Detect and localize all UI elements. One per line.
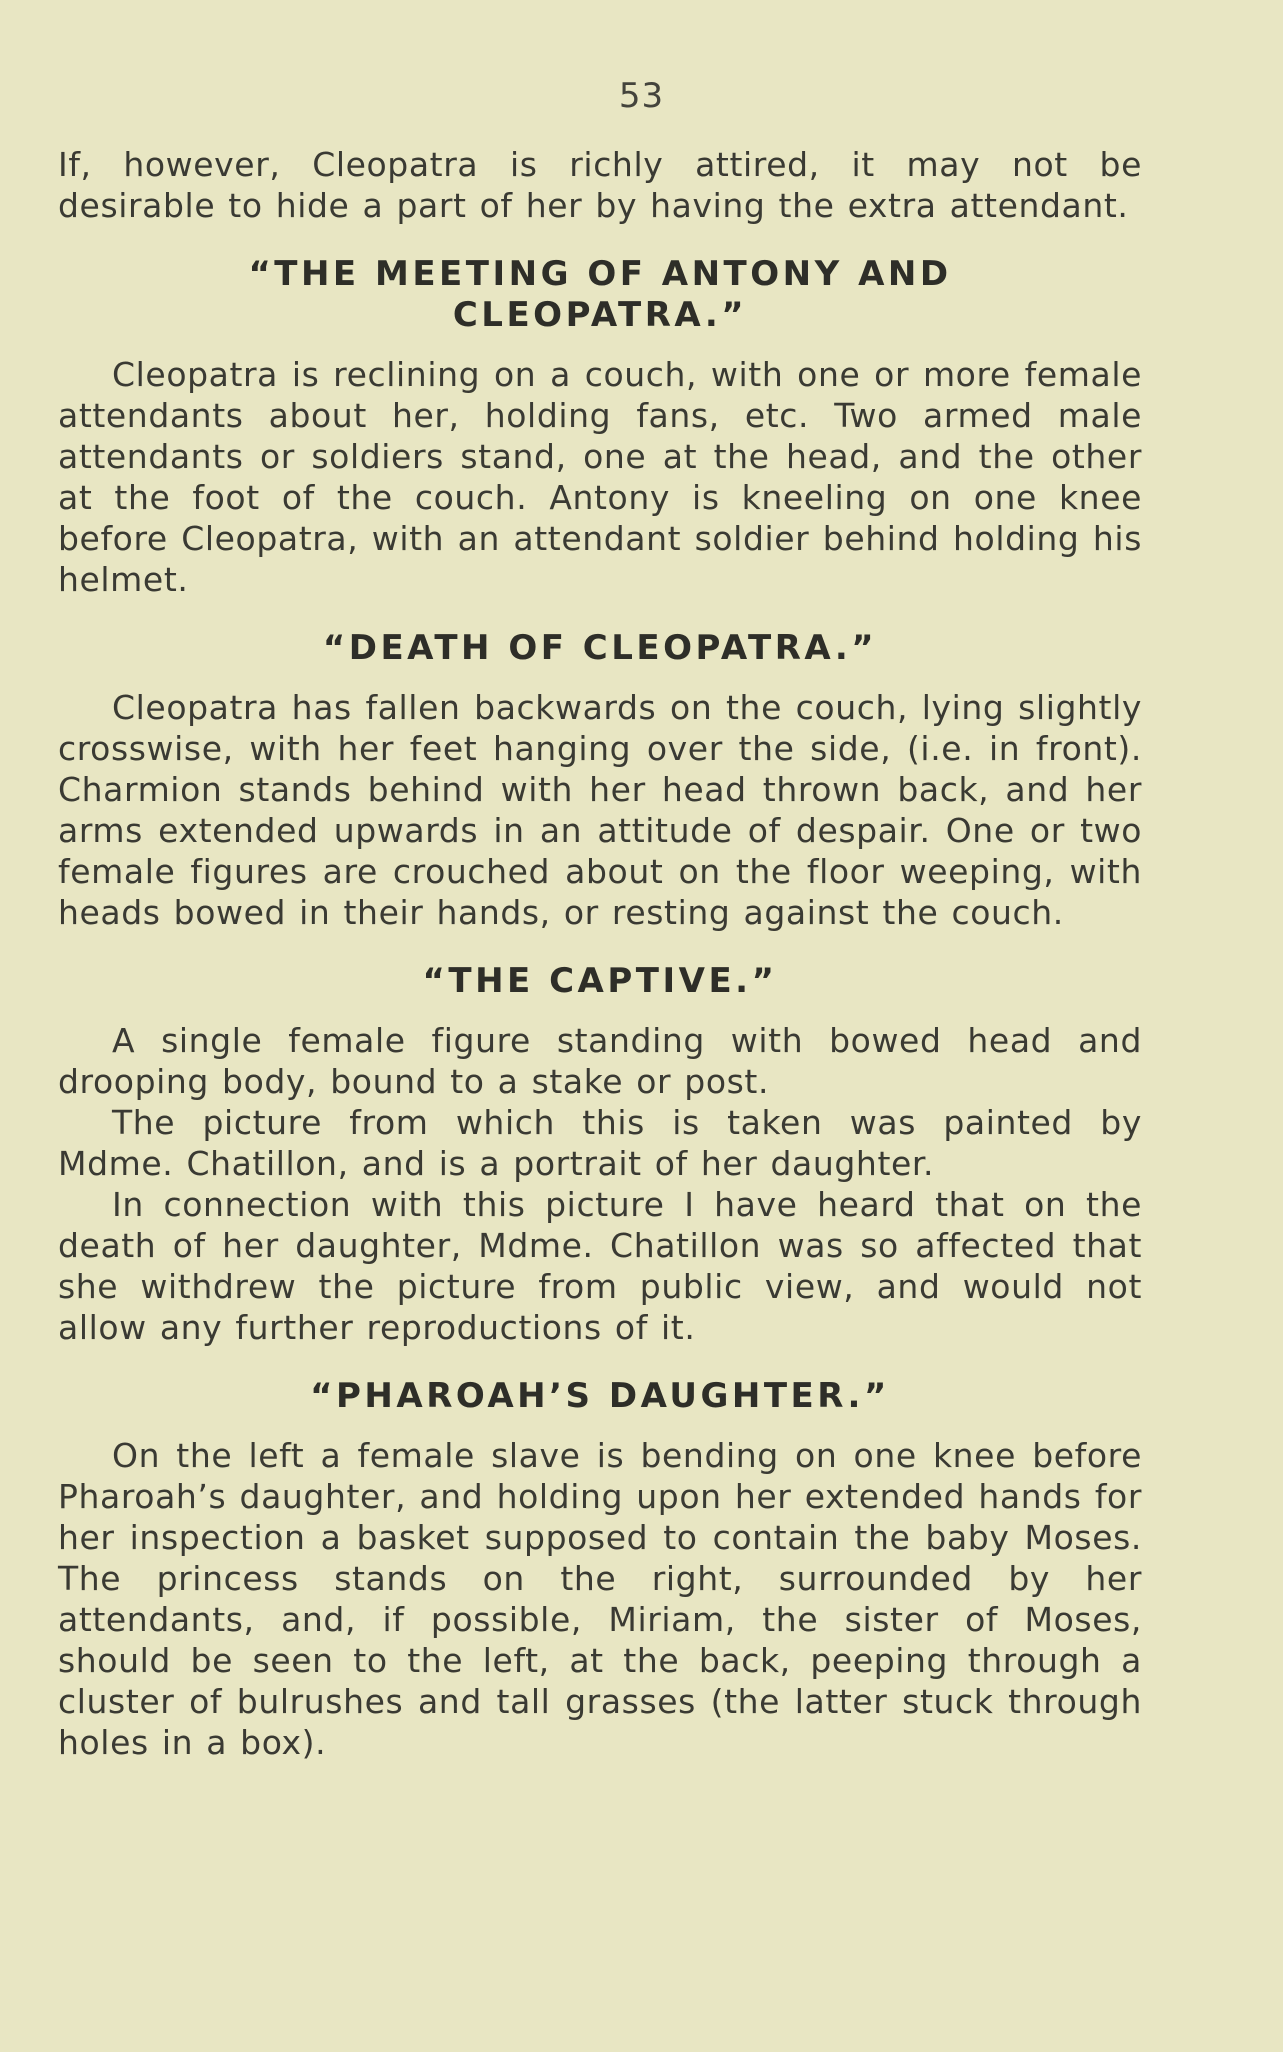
page-body: [58, 144, 1142, 1763]
heading-line: “THE MEETING OF ANTONY AND: [248, 254, 952, 294]
captive-paragraph-1: A single female figure standing with bowed head and drooping body, bound to a stake or post.: [58, 1021, 1142, 1101]
captive-paragraph-3: In connection with this picture I have heard that on the death of her daughter, Mdme. Chatillon was so affected that she withdrew the picture from public view, and would not allow any further reproductions of it.: [58, 1185, 1142, 1347]
page-number: 53: [618, 76, 665, 116]
antony-cleopatra-paragraph: Cleopatra is reclining on a couch, with one or more female attendants about her, holding fans, etc. Two armed male attendants or soldiers stand, one at the head, and the other at the foot of the couch. Antony is kneeling on one knee before Cleopatra, with an attendant soldier behind holding his helmet.: [58, 355, 1142, 599]
intro-paragraph: If, however, Cleopatra is richly attired, it may not be desirable to hide a part of her by having the extra attendant.: [58, 145, 1142, 225]
section-heading-antony-cleopatra: [58, 254, 1142, 336]
heading-line: “PHAROAH’S DAUGHTER.”: [310, 1376, 890, 1416]
captive-paragraph-2: The picture from which this is taken was painted by Mdme. Chatillon, and is a portrait of her daughter.: [58, 1103, 1142, 1183]
pharoahs-daughter-paragraph: On the left a female slave is bending on one knee before Pharoah’s daughter, and holding upon her extended hands for her inspection a basket supposed to contain the baby Moses. The princess stands on the right, surrounded by her attendants, and, if possible, Miriam, the sister of Moses, should be seen to the left, at the back, peeping through a cluster of bulrushes and tall grasses (the latter stuck through holes in a box).: [58, 1436, 1142, 1762]
heading-line: “DEATH OF CLEOPATRA.”: [322, 628, 878, 668]
section-heading-pharoahs-daughter: [58, 1376, 1142, 1417]
death-of-cleopatra-paragraph: Cleopatra has fallen backwards on the couch, lying slightly crosswise, with her feet hanging over the side, (i.e. in front). Charmion stands behind with her head thrown back, and her arms extended upwards in an attitude of despair. One or two female figures are crouched about on the floor weeping, with heads bowed in their hands, or resting against the couch.: [58, 688, 1142, 932]
section-heading-death-of-cleopatra: [58, 628, 1142, 669]
heading-line: CLEOPATRA.”: [452, 295, 748, 335]
heading-line: “THE CAPTIVE.”: [422, 961, 778, 1001]
section-heading-the-captive: [58, 961, 1142, 1002]
